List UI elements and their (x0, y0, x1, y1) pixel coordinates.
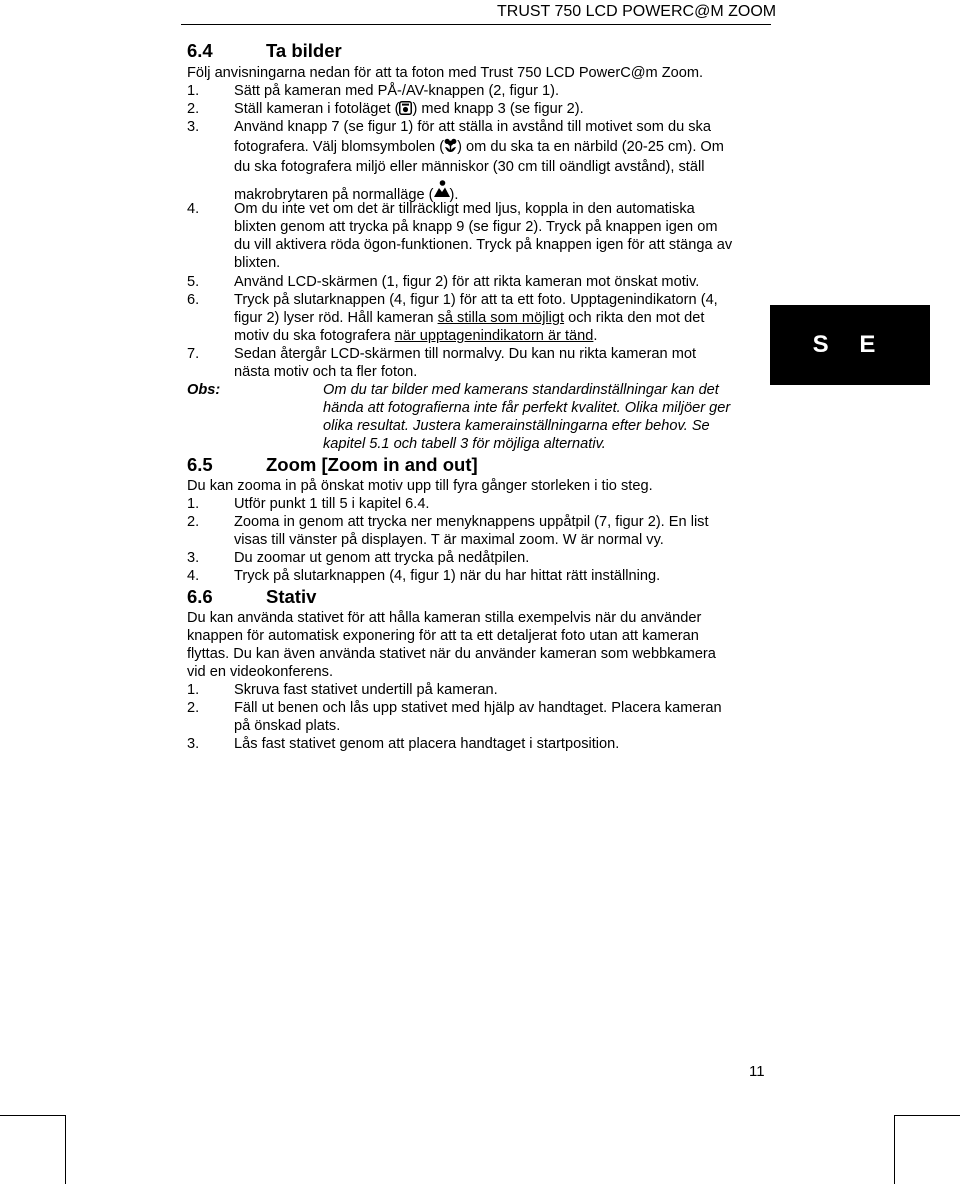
list-item: du ska fotografera miljö eller människor (30 cm till oändligt avstånd), ställ (234, 159, 705, 175)
section-number-6-4: 6.4 (187, 40, 213, 61)
list-item: blixten. (234, 255, 281, 271)
note-text: kapitel 5.1 och tabell 3 för möjliga alternativ. (323, 436, 606, 452)
list-item: blixten genom att trycka på knapp 9 (se figur 2). Tryck på knappen igen om (234, 219, 718, 235)
list-number: 2. (187, 514, 200, 530)
list-item-text: . (593, 328, 598, 344)
header-rule (181, 24, 771, 25)
list-item (234, 100, 584, 120)
crop-mark (65, 1115, 66, 1184)
list-item-text: Ställ kameran i fotoläget ( (234, 101, 400, 117)
list-item: Tryck på slutarknappen (4, figur 1) för att ta ett foto. Upptagenindikatorn (4, (234, 292, 718, 308)
section-number-6-6: 6.6 (187, 586, 213, 607)
list-item: Sätt på kameran med PÅ-/AV-knappen (2, figur 1). (234, 83, 560, 99)
list-item: Fäll ut benen och lås upp stativet med hjälp av handtaget. Placera kameran (234, 700, 722, 716)
list-number: 3. (187, 550, 200, 566)
list-item: Lås fast stativet genom att placera handtaget i startposition. (234, 736, 620, 752)
list-item: Du zoomar ut genom att trycka på nedåtpilen. (234, 550, 530, 566)
list-number: 1. (187, 682, 200, 698)
section-title-6-6: Stativ (266, 586, 317, 607)
list-item (234, 138, 724, 158)
list-item-text: motiv du ska fotografera (234, 328, 395, 344)
note-text: hända att fotografierna inte får perfekt kvalitet. Olika miljöer ger (323, 400, 731, 416)
running-header: TRUST 750 LCD POWERC@M ZOOM (497, 3, 777, 20)
underlined-text: när upptagenindikatorn är tänd (394, 328, 594, 344)
section-title-6-4: Ta bilder (266, 40, 342, 61)
list-item-text: och rikta den mot det (564, 310, 705, 326)
list-item-text: figur 2) lyser röd. Håll kameran (234, 310, 438, 326)
list-number: 2. (187, 700, 200, 716)
list-item (234, 309, 704, 327)
list-item: Tryck på slutarknappen (4, figur 1) när du har hittat rätt inställning. (234, 568, 661, 584)
flower-icon (444, 138, 457, 158)
underlined-text: så stilla som möjligt (437, 310, 565, 326)
list-number: 1. (187, 83, 200, 99)
list-number: 7. (187, 346, 200, 362)
page-number: 11 (749, 1063, 765, 1080)
section-intro-6-6: Du kan använda stativet för att hålla kameran stilla exempelvis när du använder (187, 610, 702, 626)
list-number: 4. (187, 568, 200, 584)
list-item: Sedan återgår LCD-skärmen till normalvy. Du kan nu rikta kameran mot (234, 346, 697, 362)
section-intro-6-6: vid en videokonferens. (187, 664, 334, 680)
list-number: 5. (187, 274, 200, 290)
crop-mark (0, 1115, 66, 1116)
list-item: du vill aktivera röda ögon-funktionen. Tryck på knappen igen för att stänga av (234, 237, 733, 253)
list-number: 3. (187, 119, 200, 135)
list-item: visas till vänster på displayen. T är maximal zoom. W är normal vy. (234, 532, 664, 548)
list-item-text: ). (449, 187, 459, 203)
note-label: Obs: (187, 382, 221, 398)
list-item-text: makrobrytaren på normalläge ( (234, 187, 434, 203)
list-number: 3. (187, 736, 200, 752)
note-text: olika resultat. Justera kamerainställningarna efter behov. Se (323, 418, 710, 434)
list-number: 2. (187, 101, 200, 117)
section-intro-6-4: Följ anvisningarna nedan för att ta foton med Trust 750 LCD PowerC@m Zoom. (187, 65, 704, 81)
list-number: 4. (187, 201, 200, 217)
section-intro-6-6: knappen för automatisk exponering för att ta ett detaljerat foto utan att kameran (187, 628, 699, 644)
section-intro-6-6: flyttas. Du kan även använda stativet när du använder kameran som webbkamera (187, 646, 716, 662)
note-text: Om du tar bilder med kamerans standardinställningar kan det (323, 382, 719, 398)
section-title-6-5: Zoom [Zoom in and out] (266, 454, 478, 475)
section-intro-6-5: Du kan zooma in på önskat motiv upp till fyra gånger storleken i tio steg. (187, 478, 653, 494)
list-item-text: ) om du ska ta en närbild (20-25 cm). Om (457, 139, 724, 155)
crop-mark (894, 1115, 895, 1184)
list-item: Skruva fast stativet undertill på kameran. (234, 682, 498, 698)
list-item: Zooma in genom att trycka ner menyknappens uppåtpil (7, figur 2). En list (234, 514, 709, 530)
list-item: Använd LCD-skärmen (1, figur 2) för att rikta kameran mot önskat motiv. (234, 274, 700, 290)
list-item-text: ) med knapp 3 (se figur 2). (412, 101, 584, 117)
list-item-text: fotografera. Välj blomsymbolen ( (234, 139, 445, 155)
list-item: Utför punkt 1 till 5 i kapitel 6.4. (234, 496, 430, 512)
list-number: 6. (187, 292, 200, 308)
language-badge: S E (770, 305, 930, 385)
list-item: Om du inte vet om det är tillräckligt med ljus, koppla in den automatiska (234, 201, 695, 217)
list-item: nästa motiv och ta fler foton. (234, 364, 418, 380)
list-item (234, 327, 597, 345)
crop-mark (894, 1115, 960, 1116)
section-number-6-5: 6.5 (187, 454, 213, 475)
list-item: på önskad plats. (234, 718, 341, 734)
list-item: Använd knapp 7 (se figur 1) för att ställa in avstånd till motivet som du ska (234, 119, 711, 135)
list-number: 1. (187, 496, 200, 512)
